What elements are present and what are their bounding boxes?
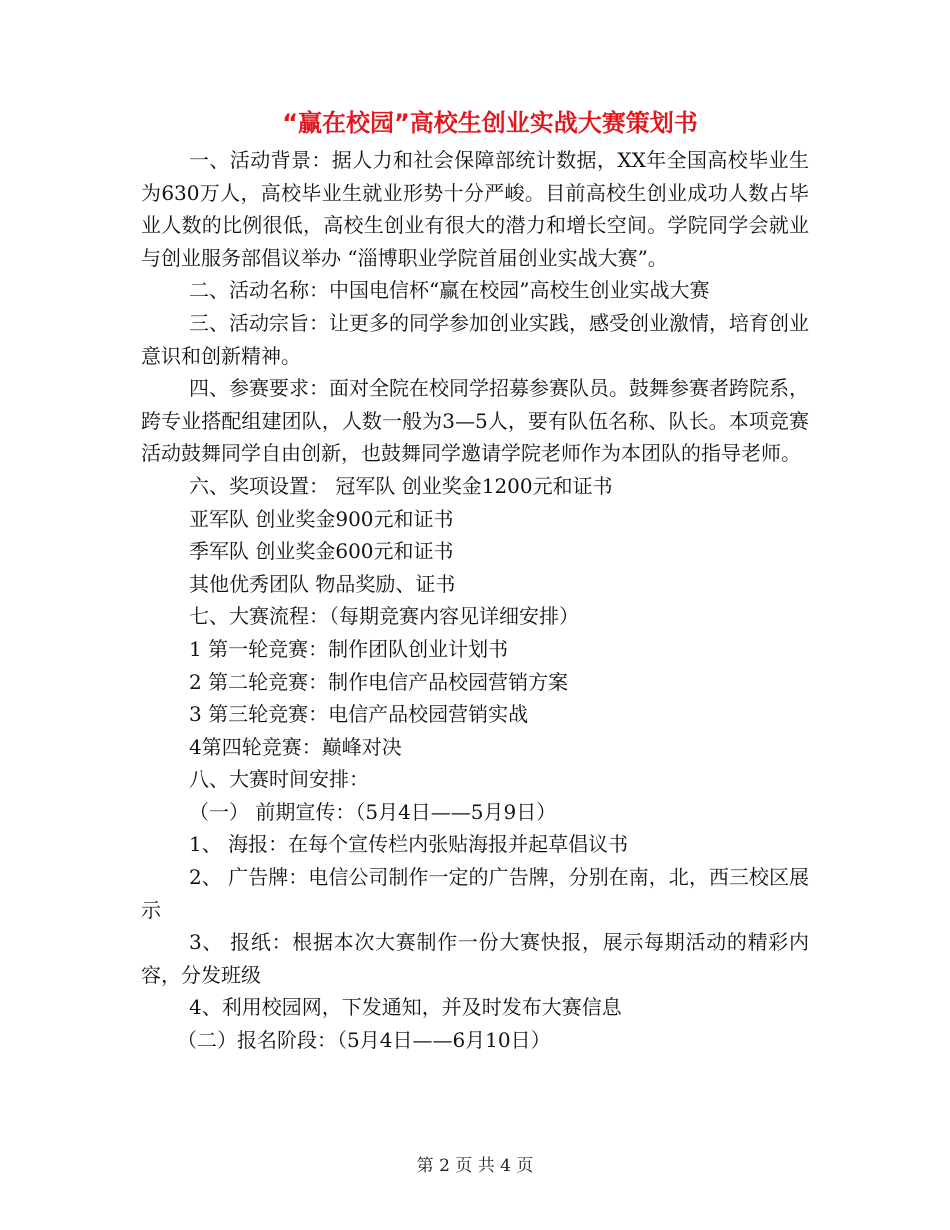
paragraph-requirements: 四、参赛要求：面对全院在校同学招募参赛队员。鼓舞参赛者跨院系，跨专业搭配组建团队，人数一般为3—5人，要有队伍名称、队长。本项竞赛活动鼓舞同学自由创新，也鼓舞同学邀请学院老师作为本团队的指导老师。 [141,376,809,466]
document-body [141,144,809,1057]
paragraph-activity-name: 二、活动名称：中国电信杯“赢在校园”高校生创业实战大赛 [189,278,710,303]
page-number: 第 2 页 共 4 页 [416,1156,534,1176]
award-second: 亚军队 创业奖金900元和证书 [189,506,454,531]
publicity-website: 4、利用校园网，下发通知，并及时发布大赛信息 [189,995,622,1020]
paragraph-schedule: 八、大赛时间安排： [189,767,369,792]
publicity-newspaper: 3、 报纸：根据本次大赛制作一份大赛快报，展示每期活动的精彩内容，分发班级 [141,930,809,987]
process-round-2: 2 第二轮竞赛：制作电信产品校园营销方案 [189,669,569,694]
process-round-1: 1 第一轮竞赛：制作团队创业计划书 [189,636,509,661]
publicity-billboards: 2、 广告牌：电信公司制作一定的广告牌，分别在南，北，西三校区展示 [141,865,809,922]
schedule-publicity: （一） 前期宣传：（5月4日——5月9日） [189,799,557,824]
paragraph-awards: 六、奖项设置： 冠军队 创业奖金1200元和证书 [189,473,613,498]
award-other: 其他优秀团队 物品奖励、证书 [189,571,456,596]
schedule-registration: （二）报名阶段：（5月4日——6月10日） [177,1028,551,1053]
publicity-posters: 1、 海报：在每个宣传栏内张贴海报并起草倡议书 [189,832,629,857]
process-round-3: 3 第三轮竞赛：电信产品校园营销实战 [189,702,529,727]
paragraph-background: 一、活动背景：据人力和社会保障部统计数据，XX年全国高校毕业生为630万人，高校毕业生就业形势十分严峻。目前高校生创业成功人数占毕业人数的比例很低，高校生创业有很大的潜力和增长空间。学院同学会就业与创业服务部倡议举办 “淄博职业学院首届创业实战大赛”。 [141,148,809,270]
document-title: “赢在校园”高校生创业实战大赛策划书 [282,109,698,137]
paragraph-process: 七、大赛流程：（每期竞赛内容见详细安排） [189,604,579,629]
paragraph-purpose: 三、活动宗旨：让更多的同学参加创业实践，感受创业激情，培育创业意识和创新精神。 [141,310,809,368]
process-round-4: 4第四轮竞赛：巅峰对决 [189,734,402,759]
award-third: 季军队 创业奖金600元和证书 [189,539,454,564]
